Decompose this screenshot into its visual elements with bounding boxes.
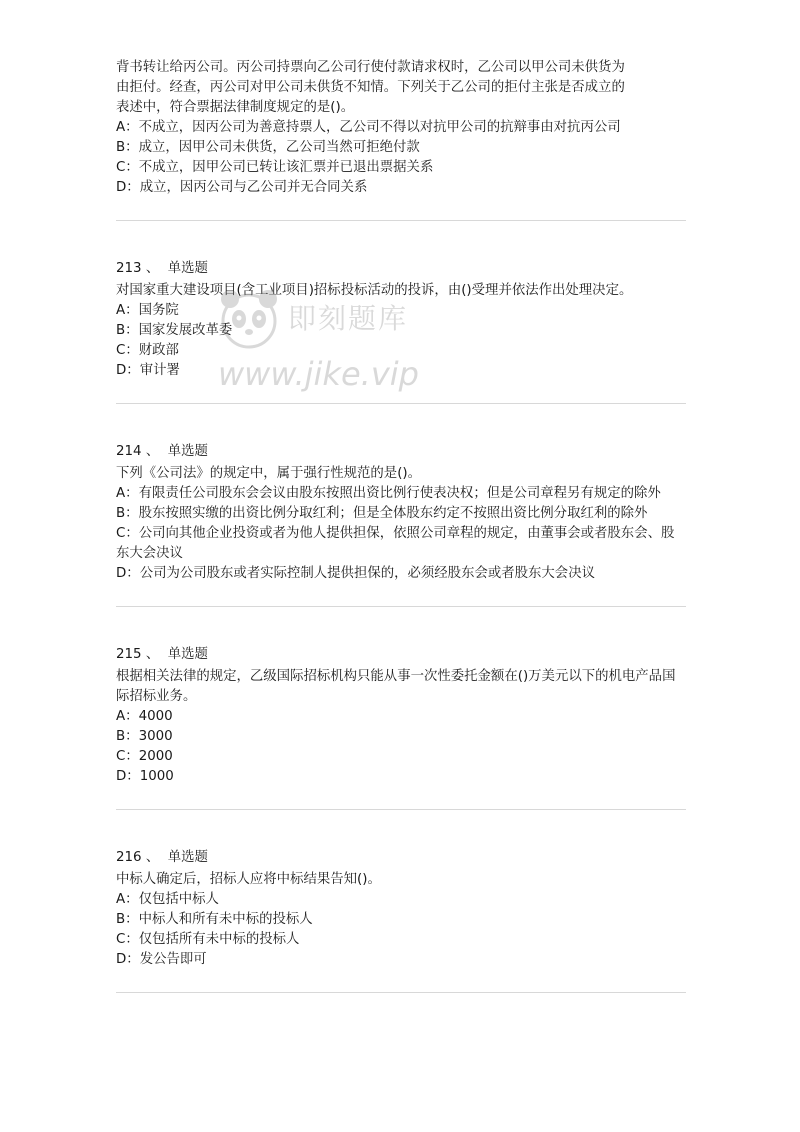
question-header: [116, 442, 686, 462]
option-b: B：3000: [116, 729, 173, 744]
option-b: B：国家发展改革委: [116, 323, 233, 338]
option-d: D：审计署: [116, 363, 180, 378]
question-stem: 根据相关法律的规定，乙级国际招标机构只能从事一次性委托金额在()万美元以下的机电产品国际招标业务。: [116, 669, 676, 704]
option-c: C：2000: [116, 749, 173, 764]
document-page: [116, 58, 686, 993]
intro-line: 背书转让给丙公司。丙公司持票向乙公司行使付款请求权时，乙公司以甲公司未供货为: [116, 60, 625, 75]
question-214: [116, 442, 686, 584]
question-header: [116, 645, 686, 665]
option-c: C：仅包括所有未中标的投标人: [116, 932, 300, 947]
watermark-cn: 即刻题库: [288, 302, 409, 335]
option-a: A：4000: [116, 709, 173, 724]
question-213: [116, 259, 686, 381]
question-215: [116, 645, 686, 787]
question-stem: 下列《公司法》的规定中，属于强行性规范的是()。: [116, 466, 422, 481]
option-d: D：1000: [116, 769, 174, 784]
question-type: 单选题: [167, 850, 208, 865]
intro-question: [116, 58, 686, 198]
option-c: C：财政部: [116, 343, 179, 358]
option-a: A：国务院: [116, 303, 179, 318]
option-d: D：成立，因丙公司与乙公司并无合同关系: [116, 180, 368, 195]
question-number: 216 、: [116, 850, 160, 865]
question-type: 单选题: [167, 444, 208, 459]
intro-line: 由拒付。经查，丙公司对甲公司未供货不知情。下列关于乙公司的拒付主张是否成立的: [116, 80, 625, 95]
option-a: A：有限责任公司股东会会议由股东按照出资比例行使表决权；但是公司章程另有规定的除外: [116, 486, 661, 501]
option-a: A：仅包括中标人: [116, 892, 219, 907]
option-d: D：公司为公司股东或者实际控制人提供担保的，必须经股东会或者股东大会决议: [116, 566, 595, 581]
option-a: A：不成立，因丙公司为善意持票人，乙公司不得以对抗甲公司的抗辩事由对抗丙公司: [116, 120, 621, 135]
option-d: D：发公告即可: [116, 952, 207, 967]
question-number: 213 、: [116, 261, 160, 276]
option-b: B：股东按照实缴的出资比例分取红利；但是全体股东约定不按照出资比例分取红利的除外: [116, 506, 648, 521]
question-header: [116, 848, 686, 868]
watermark-en: www.jike.vip: [218, 355, 419, 393]
question-number: 214 、: [116, 444, 160, 459]
question-216: [116, 848, 686, 970]
question-type: 单选题: [167, 647, 208, 662]
option-c: C：公司向其他企业投资或者为他人提供担保，依照公司章程的规定，由董事会或者股东会、股东大会决议: [116, 526, 675, 561]
option-c: C：不成立，因甲公司已转让该汇票并已退出票据关系: [116, 160, 434, 175]
question-type: 单选题: [167, 261, 208, 276]
question-number: 215 、: [116, 647, 160, 662]
question-header: [116, 259, 686, 279]
question-stem: 中标人确定后，招标人应将中标结果告知()。: [116, 872, 381, 887]
divider: [116, 992, 686, 993]
intro-line: 表述中，符合票据法律制度规定的是()。: [116, 100, 355, 115]
question-stem: 对国家重大建设项目(含工业项目)招标投标活动的投诉，由()受理并依法作出处理决定。: [116, 283, 633, 298]
option-b: B：成立，因甲公司未供货，乙公司当然可拒绝付款: [116, 140, 420, 155]
option-b: B：中标人和所有未中标的投标人: [116, 912, 313, 927]
